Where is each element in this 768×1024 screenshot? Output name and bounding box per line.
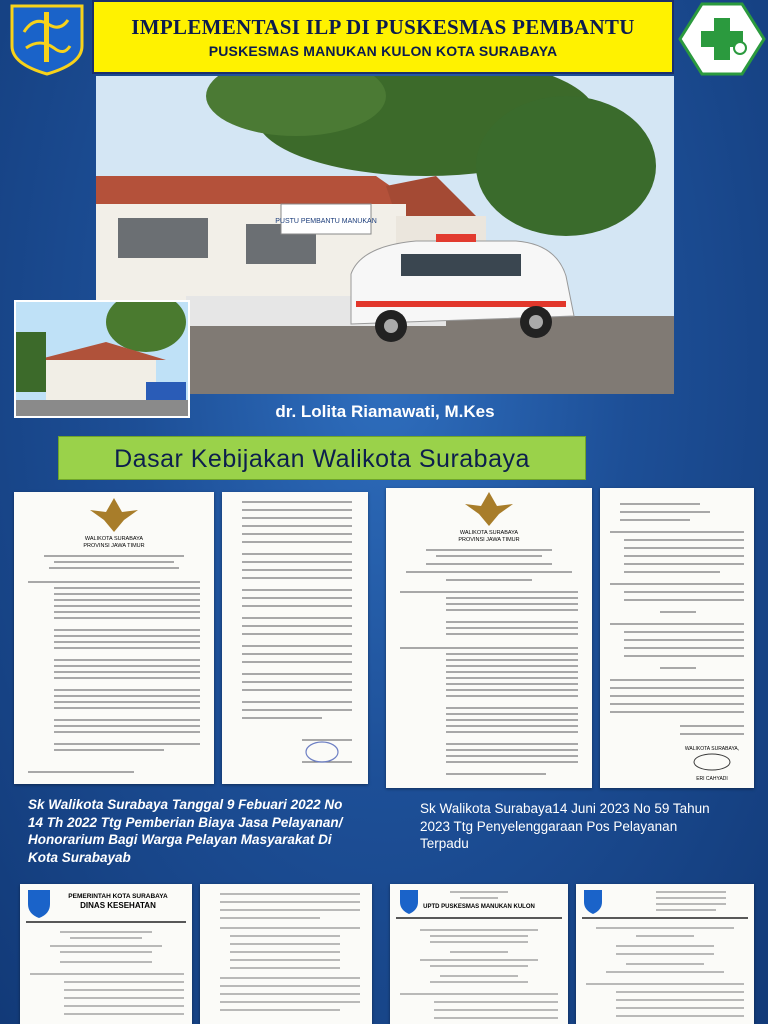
surabaya-emblem-icon [400,890,418,914]
signature-mark [694,754,730,770]
surabaya-emblem-icon [4,2,90,76]
puskesmas-logo-icon [678,2,766,76]
doc5-heading-1: PEMERINTAH KOTA SURABAYA [68,893,168,900]
caption-left: Sk Walikota Surabaya Tanggal 9 Febuari 2022 No 14 Th 2022 Ttg Pemberian Biaya Jasa Pelayanan/ Honorarium Bagi Warga Pelayan Masyarakat Di Kota Surabayab [28,797,343,865]
garuda-emblem-icon [465,492,513,526]
document-page-3 [386,488,592,788]
policy-banner-text: Dasar Kebijakan Walikota Surabaya [114,445,530,473]
doc1-heading-2: PROVINSI JAWA TIMUR [83,543,145,549]
title-banner [92,0,674,74]
doc4-signer-name: ERI CAHYADI [696,776,728,782]
surabaya-emblem-icon [584,890,602,914]
garuda-emblem-icon [90,498,138,532]
document-page-4 [600,488,754,788]
doc3-heading-1: WALIKOTA SURABAYA [459,530,519,536]
doc1-heading-1: WALIKOTA SURABAYA [84,536,144,542]
stamp-icon [306,742,338,762]
doc3-heading-2: PROVINSI JAWA TIMUR [458,537,520,543]
doc5-heading-2: DINAS KESEHATAN [80,901,156,910]
document-page-2 [222,492,368,784]
doc7-heading: UPTD PUSKESMAS MANUKAN KULON [423,904,535,910]
policy-banner [58,436,586,480]
document-page-7 [390,884,568,1024]
document-page-5 [20,884,192,1024]
document-page-6 [200,884,372,1024]
author-name: dr. Lolita Riamawati, M.Kes [275,402,495,421]
building-sign: PUSTU PEMBANTU MANUKAN [275,218,377,225]
document-page-8 [576,884,754,1024]
surabaya-emblem-icon [28,890,50,918]
page-title: IMPLEMENTASI ILP DI PUSKESMAS PEMBANTU [131,15,635,39]
doc4-signature-title: WALIKOTA SURABAYA, [684,746,740,752]
inset-photo [14,300,190,418]
page-subtitle: PUSKESMAS MANUKAN KULON KOTA SURABAYA [208,43,558,59]
document-page-1 [14,492,214,784]
caption-right: Sk Walikota Surabaya14 Juni 2023 No 59 Tahun 2023 Ttg Penyelenggaraan Pos Pelayanan Terpadu [420,801,710,851]
